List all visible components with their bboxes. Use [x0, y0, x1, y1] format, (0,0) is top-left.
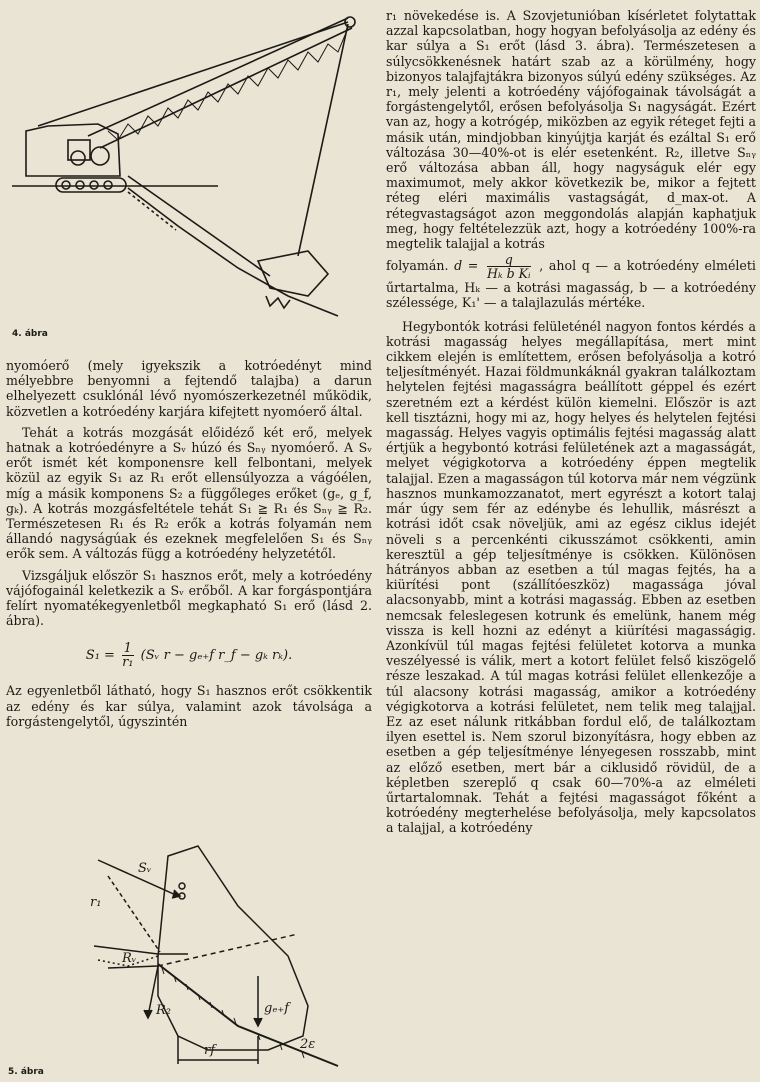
right-column: [386, 8, 756, 836]
formula-fraction: [487, 253, 531, 280]
figure-5-drawing: [8, 836, 372, 1080]
figure-4-drawing: [8, 6, 372, 339]
figure-5-label-rv: Rᵥ: [122, 951, 137, 966]
formula-lead: folyamán.: [386, 258, 449, 274]
equation-s1-denominator: r₁: [122, 655, 134, 671]
right-formula-line: [386, 253, 756, 310]
figure-5-caption: 5. ábra: [8, 1067, 44, 1077]
equation-s1-lhs: S₁ =: [85, 648, 115, 664]
figure-4-caption: 4. ábra: [12, 329, 48, 339]
equation-s1: [6, 642, 372, 669]
figure-5-label-r1: r₁: [90, 895, 102, 910]
figure-5-label-ge: gₑ₊f: [264, 1001, 290, 1016]
left-paragraph-1: nyomóerő (mely igyekszik a kotróedényt mind mélyebbre benyomni a fejtendő talajba) a darun elhelyezett csuklónál lévő nyomószerkezetnél működik, közvetlen a kotróedény karjára kifejtett nyomóerő által.: [6, 358, 372, 419]
equation-s1-rhs: (Sᵥ r − gₑ₊f r_f − gₖ rₖ).: [140, 648, 293, 664]
left-paragraph-3: Vizsgáljuk először S₁ hasznos erőt, mely a kotróedény vájófogainál keletkezik a Sᵥ erőből. A kar forgáspontjára felírt nyomatékegyenletből megkapható S₁ erő (lásd 2. ábra).: [6, 567, 372, 629]
figure-5-label-r2: R₂: [156, 1003, 171, 1018]
formula-d: d =: [454, 258, 479, 274]
figure-5-label-angle: 2ε: [300, 1037, 316, 1052]
right-paragraph-1: r₁ növekedése is. A Szovjetunióban kísérletet folytattak azzal kapcsolatban, hogy hogyan befolyásolja az edény és kar súlya a S₁ erőt (lásd 3. ábra). Természetesen a súlycsökkenésnek határt szab az a körülmény, hogy bizonyos talajfajtákra bizonyos súlyú edény szükséges. Az r₁, mely jelenti a kotróedény vájófogainak távolságát a forgástengelytől, erősen befolyásolja S₁ nagyságát. Ezért van az, hogy a kotrógép, miközben az egyik réteget fejti a másik után, mindjobban kinyújtja karját és ezáltal S₁ erő változása 30—40%-ot is elér esetenként. R₂, illetve Sₙᵧ erő változása abban áll, hogy nagyságuk elér egy maximumot, mely akkor következik be, mikor a fejtett réteg eléri maximális vastagságát, d_max-ot. A rétegvastagságot azon meggondolás alapján kaphatjuk meg, hogy feltételezzük azt, hogy a kotróedény 100%-ra megtelik talajjal a kotrás: [386, 8, 756, 252]
formula-numerator: q: [504, 252, 513, 268]
formula-denominator: Hₖ b Kᵢ: [487, 266, 531, 282]
equation-s1-fraction: [122, 642, 133, 669]
right-paragraph-2: Hegybontók kotrási felületénél nagyon fontos kérdés a kotrási magasság helyes megállapítása, mert mint cikkem elején is említettem, erősen befolyásolja a kotró teljesítményét. Hazai földmunkáknál gyakran találkoztam helytelen fejtési magasságra beállított géppel és ezért szeretném ezt a kérdést külön kiemelni. Először is azt kell tisztázni, hogy mi az, hogy helyes és helytelen fejtési magasság. Helyes vagyis optimális fejtési magasság alatt értjük a hegybontó kotrási felületének azt a magasságát, melyet végigkotorva a kotróedény éppen megtelik talajjal. Ezen a magasságon túl kotorva már nem végzünk hasznos munkamozzanatot, mert egyrészt a kotort talaj már úgy sem fér az edénybe és lehullik, másrészt a kotrási időt csak növeljük, ami az egész ciklus idejét növeli s a percenkénti cikusszámot csökkenti, amin keresztül a gép teljesítménye is csökken. Különösen hátrányos abban az esetben a túl magas fejtés, ha a kiürítési pont (szállítóeszköz) magassága jóval alacsonyabb, mint a kotrási magasság. Ebben az esetben nemcsak feleslegesen kotrunk és emelünk, hanem még vissza is kell hozni az edényt a kiürítési magasságig. Azonkívül túl magas fejtési felületet kotorva a munka veszélyessé is válik, mert a kotort felület felső kiszögelő része leszakad. A túl magas kotrási felület ellenkezője a túl alacsony kotrási magasság, amikor a kotróedény végigkotorva a kotrási felületet, nem telik meg talajjal. Ez az eset nálunk ritkábban fordul elő, de találkoztam ilyen esettel is. Nem szorul bizonyításra, hogy ebben az esetben a gép teljesítménye lényegesen rosszabb, mint az előző esetben, mert bár a ciklusidő rövidül, de a képletben szereplő q csak 60—70%-a az elméleti űrtartalomnak. Tehát a fejtési magasságot főként a kotróedény megterhelése befolyásolja, mely kapcsolatos a talajjal, a kotróedény: [386, 318, 756, 836]
left-paragraph-4: Az egyenletből látható, hogy S₁ hasznos erőt csökkentik az edény és kar súlya, valamint azok távolsága a forgástengelytől, úgyszintén: [6, 683, 372, 729]
figure-5-label-sv: Sᵥ: [138, 861, 152, 876]
left-paragraph-2: Tehát a kotrás mozgását előidéző két erő, melyek hatnak a kotróedényre a Sᵥ húzó és Sₙᵧ nyomóerő. A Sᵥ erőt ismét két komponensre kell felbontani, melyek közül az egyik S₁ az R₁ erőt ellensúlyozza a vágóélen, míg a másik komponens S₂ a függőleges erőket (gₑ, g_f, gₖ). A kotrás mozgásfeltétele tehát S₁ ≧ R₁ és Sₙᵧ ≧ R₂. Természetesen R₁ és R₂ erők a kotrás folyamán nem állandó nagyságúak és ezeknek megfelelően S₁ és Sₙᵧ erők sem. A változás függ a kotróedény helyzetétől.: [6, 424, 372, 562]
figure-5-label-rf: rf: [204, 1043, 216, 1058]
formula-trailing-text: , ahol q — a kotróedény elméleti űrtartalma, Hₖ — a kotrási magasság, b — a kotróedény szélessége, K₁' — a talajlazulás mértéke.: [386, 258, 756, 311]
equation-s1-numerator: 1: [123, 641, 132, 657]
